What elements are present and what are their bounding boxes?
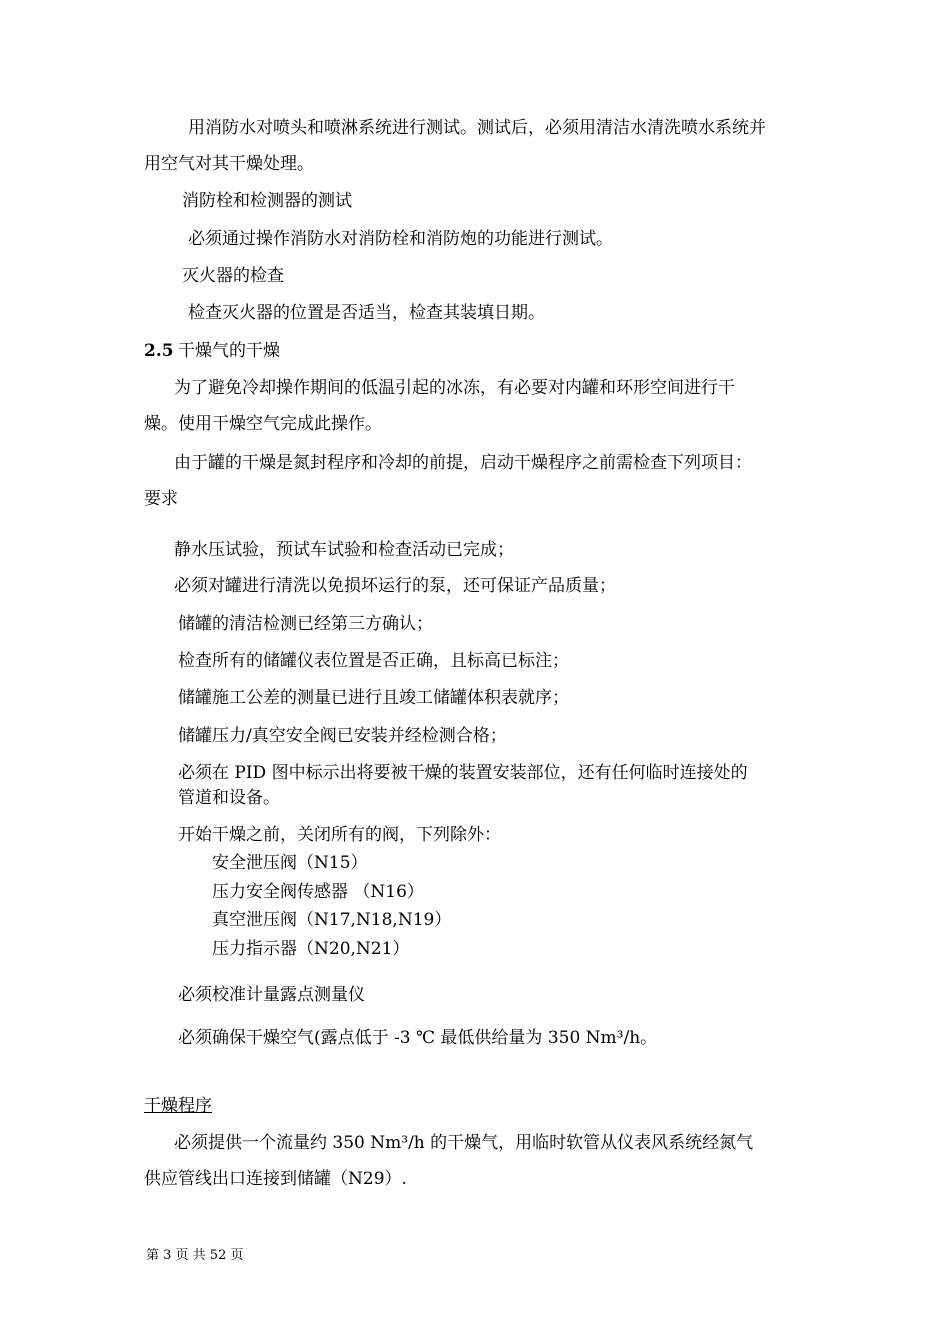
requirement-item: 储罐的清洁检测已经第三方确认； <box>178 614 433 634</box>
paragraph-line: 供应管线出口连接到储罐（N29）. <box>144 1169 407 1189</box>
requirement-item-continued: 管道和设备。 <box>178 788 280 808</box>
requirement-item: 静水压试验，预试车试验和检查活动已完成； <box>174 540 514 560</box>
paragraph-line: 为了避免冷却操作期间的低温引起的冰冻，有必要对内罐和环形空间进行干 <box>174 378 735 398</box>
requirement-item: 储罐施工公差的测量已进行且竣工储罐体积表就序； <box>178 688 569 708</box>
valve-exception-item: 压力安全阀传感器 （N16） <box>212 882 424 902</box>
requirement-item: 必须在 PID 图中标示出将要被干燥的装置安装部位，还有任何临时连接处的 <box>178 763 748 783</box>
requirement-item: 必须对罐进行清洗以免损坏运行的泵，还可保证产品质量； <box>174 576 616 596</box>
valve-exception-item: 压力指示器（N20,N21） <box>212 939 410 959</box>
page-number-footer: 第 3 页 共 52 页 <box>146 1248 244 1263</box>
paragraph-line: 必须通过操作消防水对消防栓和消防炮的功能进行测试。 <box>188 229 613 249</box>
paragraph-line: 检查灭火器的位置是否适当，检查其装填日期。 <box>188 303 545 323</box>
requirement-item: 检查所有的储罐仪表位置是否正确，且标高已标注； <box>178 651 569 671</box>
paragraph-line: 要求 <box>144 489 178 509</box>
section-title: 干燥气的干燥 <box>178 341 280 361</box>
paragraph-line: 燥。使用干燥空气完成此操作。 <box>144 414 382 434</box>
valve-exception-item: 安全泄压阀（N15） <box>212 853 368 873</box>
requirement-item: 开始干燥之前，关闭所有的阀，下列除外： <box>178 825 501 845</box>
valve-exception-item: 真空泄压阀（N17,N18,N19） <box>212 910 452 930</box>
paragraph-line: 由于罐的干燥是氮封程序和冷却的前提，启动干燥程序之前需检查下列项目： <box>174 453 752 473</box>
paragraph-line: 用消防水对喷头和喷淋系统进行测试。测试后，必须用清洁水清洗喷水系统并 <box>188 118 766 138</box>
requirement-item: 必须校准计量露点测量仪 <box>178 985 365 1005</box>
subheading-hydrant-test: 消防栓和检测器的测试 <box>182 191 352 211</box>
paragraph-line: 用空气对其干燥处理。 <box>144 154 314 174</box>
requirement-item: 储罐压力/真空安全阀已安装并经检测合格； <box>178 726 507 746</box>
subheading-extinguisher-check: 灭火器的检查 <box>182 266 284 286</box>
subheading-drying-procedure: 干燥程序 <box>144 1096 212 1116</box>
requirement-item: 必须确保干燥空气(露点低于 -3 ℃ 最低供给量为 350 Nm³/h。 <box>178 1028 658 1048</box>
paragraph-line: 必须提供一个流量约 350 Nm³/h 的干燥气，用临时软管从仪表风系统经氮气 <box>174 1133 754 1153</box>
section-number: 2.5 <box>144 341 174 361</box>
